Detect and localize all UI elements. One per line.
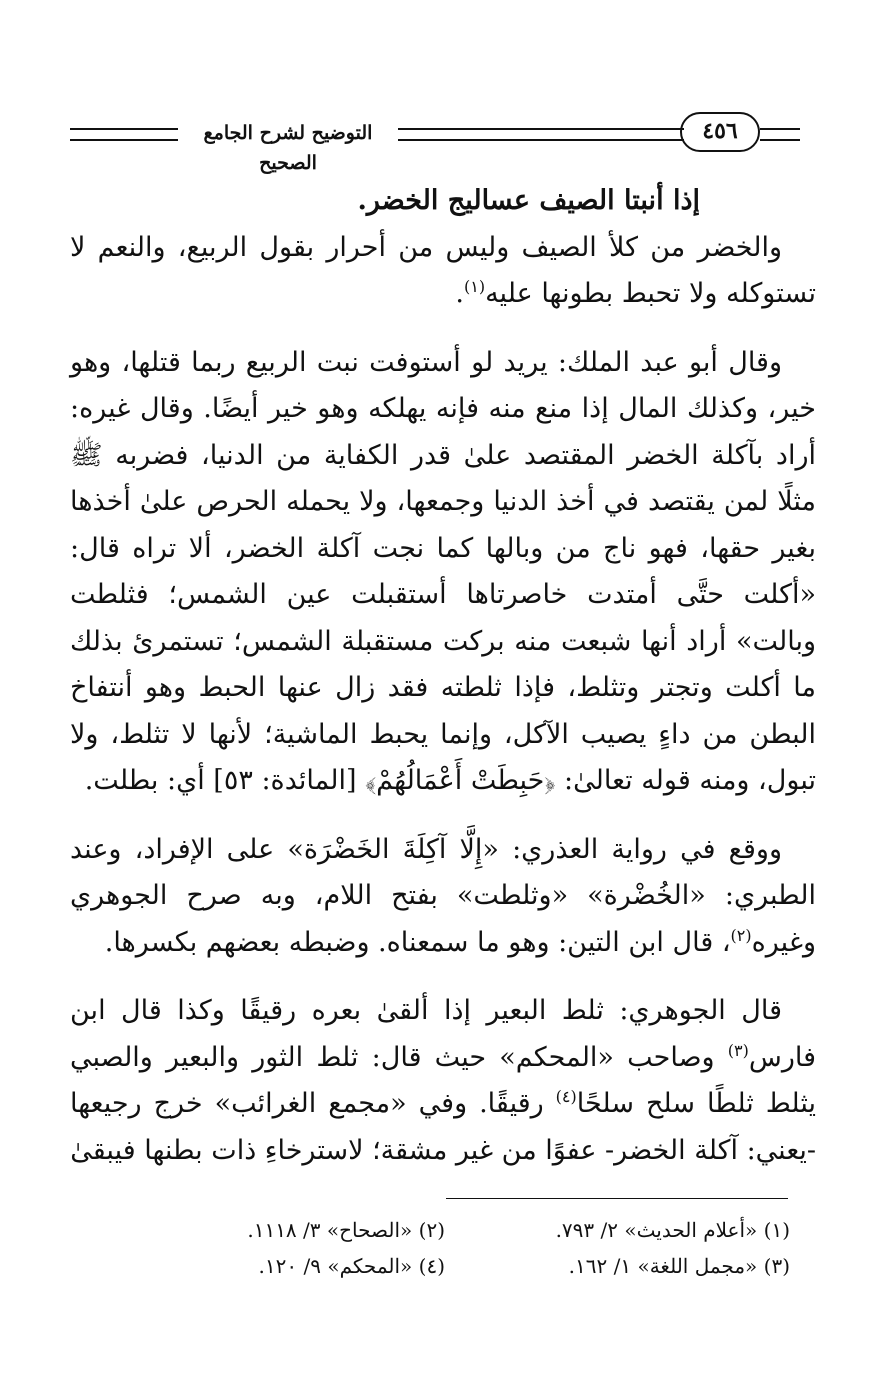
footnote-ref[interactable]: (٤) bbox=[555, 1087, 577, 1106]
paragraph bbox=[70, 827, 816, 967]
paragraph: وقال أبو عبد الملك: يريد لو أستوفت نبت الربيع ربما قتلها، وهو خير، وكذلك المال إذا منع منه فإنه يهلكه وهو خير أيضًا. وقال غيره: أراد بآكلة الخضر المقتصد علىٰ قدر الكفاية من الدنيا، فضربه ﷺ مثلًا لمن يقتصد في أخذ الدنيا وجمعها، ولا يحمله الحرص علىٰ أخذها بغير حقها، فهو ناج من وبالها كما نجت آكلة الخضر، ألا تراه قال: «أكلت حتَّى أمتدت خاصرتاها أستقبلت عين الشمس؛ فثلطت وبالت» أراد أنها شبعت منه بركت مستقبلة الشمس؛ تستمرئ بذلك ما أكلت وتجتر وتثلط، فإذا ثلطته فقد زال عنها الحبط وهو أنتفاخ البطن من داءٍ يصيب الآكل، وإنما يحبط الماشية؛ لأنها لا تثلط، ولا تبول، ومنه قوله تعالىٰ: ﴿حَبِطَتْ أَعْمَالُهُمْ﴾ [المائدة: ٥٣] أي: بطلت. bbox=[70, 346, 816, 796]
footnote-2: (٢) «الصحاح» ٣/ ١١١٨. bbox=[247, 1218, 445, 1242]
paragraph-text: والخضر من كلأ الصيف وليس من أحرار بقول الربيع، والنعم لا تستوكله ولا تحبط بطونها عليه bbox=[70, 231, 816, 309]
footnote-4: (٤) «المحكم» ٩/ ١٢٠. bbox=[258, 1254, 445, 1278]
paragraph-text: رقيقًا. وفي «مجمع الغرائب» خرج رجيعها -يعني: آكلة الخضر- عفوًا من غير مشقة؛ لاسترخاءِ ذات بطنها فيبقىٰ bbox=[70, 1088, 816, 1166]
footnote-row bbox=[100, 1212, 790, 1248]
header-rule-right bbox=[760, 128, 800, 141]
footnote-row bbox=[100, 1248, 790, 1284]
footnotes bbox=[100, 1212, 790, 1284]
header-rule-left bbox=[70, 128, 178, 141]
running-title: التوضيح لشرح الجامع الصحيح bbox=[203, 122, 373, 174]
paragraph-text: ووقع في رواية العذري: «إِلَّا آكِلَةَ الخَضْرَة» على الإفراد، وعند الطبري: «الخُضْرة» «وثلطت» بفتح اللام، وبه صرح الجوهري وغيره bbox=[70, 833, 816, 958]
header-rule-middle bbox=[398, 128, 684, 141]
footnote-ref[interactable]: (٣) bbox=[727, 1040, 749, 1060]
verse-line: إذا أنبتا الصيف عساليج الخضر. bbox=[357, 185, 700, 216]
main-text bbox=[70, 178, 816, 1196]
footnote-3: (٣) «مجمل اللغة» ١/ ١٦٢. bbox=[568, 1254, 790, 1278]
page-header bbox=[60, 108, 800, 174]
paragraph-text: قال الجوهري: ثلط البعير إذا ألقىٰ بعره رقيقًا وكذا قال ابن فارس bbox=[70, 995, 816, 1073]
footnote-1: (١) «أعلام الحديث» ٢/ ٧٩٣. bbox=[555, 1218, 790, 1242]
footnote-ref[interactable]: (١) bbox=[463, 277, 486, 296]
footnote-separator bbox=[446, 1198, 788, 1199]
page-number: ٤٥٦ bbox=[680, 112, 760, 152]
paragraph-text: وصاحب «المحكم» حيث قال: ثلط الثور والبعير والصبي يثلط ثلطًا سلح سلحًا bbox=[70, 1041, 816, 1119]
paragraph bbox=[70, 988, 816, 1174]
footnote-ref[interactable]: (٢) bbox=[730, 925, 752, 945]
paragraph: والخضر من كلأ الصيف وليس من أحرار بقول الربيع، والنعم لا تستوكله ولا تحبط بطونها عليه$^{(١)}$. bbox=[70, 231, 816, 309]
paragraph-text: ، قال ابن التين: وهو ما سمعناه. وضبطه بعضهم بكسرها. bbox=[104, 926, 731, 958]
